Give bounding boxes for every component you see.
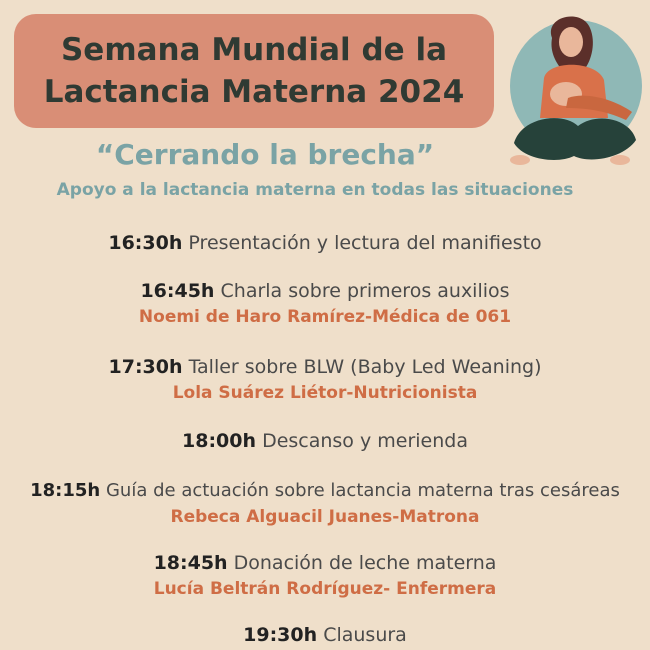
schedule-speaker: Rebeca Alguacil Juanes-Matrona [170,507,480,527]
schedule-text: Presentación y lectura del manifiesto [188,232,542,254]
schedule-speaker: Lola Suárez Liétor-Nutricionista [172,383,478,403]
schedule-line [0,550,650,576]
schedule-text: Taller sobre BLW (Baby Led Weaning) [188,356,542,378]
schedule-speaker: Noemi de Haro Ramírez-Médica de 061 [138,307,512,327]
schedule-line [0,622,650,648]
schedule-item [0,550,650,602]
schedule-item [0,278,650,330]
subtitle: Apoyo a la lactancia materna en todas las situaciones [56,180,574,200]
schedule-text: Donación de leche materna [233,552,497,574]
schedule-line [0,278,650,304]
schedule-line [0,230,650,256]
schedule-item [0,478,650,530]
schedule-time: 18:00h [182,430,257,452]
schedule-text: Guía de actuación sobre lactancia materna tras cesáreas [105,480,620,501]
schedule-line [0,354,650,380]
slogan: “Cerrando la brecha” [95,138,435,171]
schedule-time: 16:30h [108,232,183,254]
schedule-time: 19:30h [243,624,318,646]
schedule-time: 18:15h [30,480,101,501]
schedule-item [0,354,650,406]
title-line-2: Lactancia Materna 2024 [43,74,465,110]
schedule-text: Descanso y merienda [262,430,468,452]
schedule-text: Clausura [323,624,407,646]
schedule-speaker: Lucía Beltrán Rodríguez- Enfermera [153,579,497,599]
schedule-line [0,478,650,504]
schedule-time: 16:45h [140,280,215,302]
schedule-item [0,622,650,648]
schedule-item [0,428,650,454]
schedule-line [0,428,650,454]
schedule-item [0,230,650,256]
schedule-time: 17:30h [108,356,183,378]
schedule-text: Charla sobre primeros auxilios [220,280,510,302]
title-banner [14,14,494,128]
title-line-1: Semana Mundial de la [60,32,448,68]
schedule-time: 18:45h [153,552,228,574]
